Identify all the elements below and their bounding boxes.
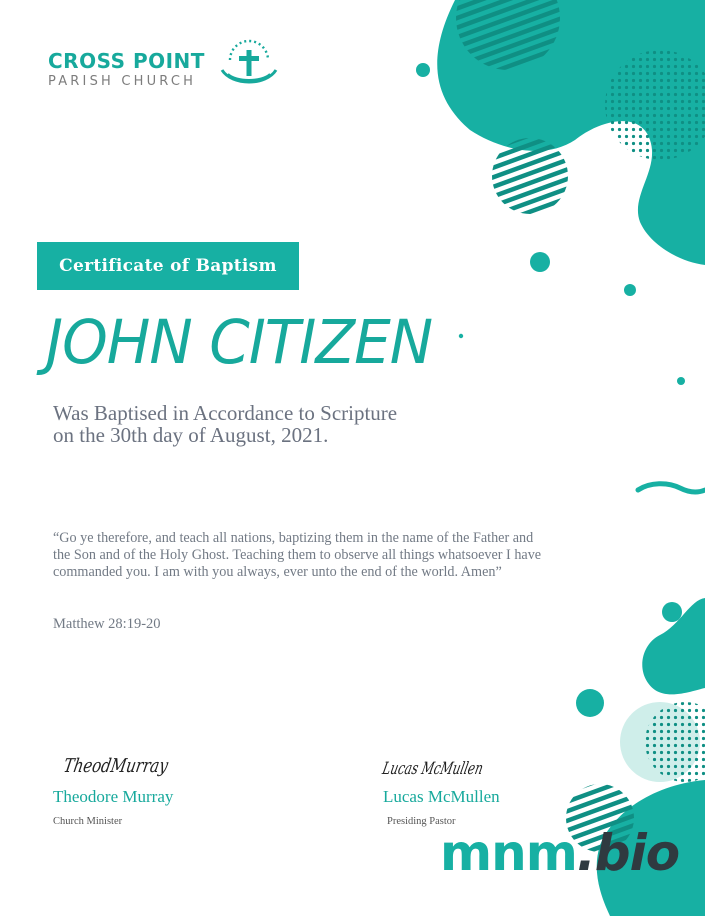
- scripture-reference: Matthew 28:19-20: [53, 616, 161, 632]
- recipient-name: JOHN CITIZEN: [46, 306, 433, 378]
- pastor-name: Lucas McMullen: [383, 787, 500, 806]
- minister-title: Church Minister: [53, 816, 123, 827]
- scripture-quote: “Go ye therefore, and teach all nations, baptizing them in the name of the Father and the Son and of the Holy Ghost. Teaching them to observe all things whatsoever I have commanded you. I am with you always, ever unto the end of the world. Amen”: [53, 530, 542, 580]
- signature-theodore: [61, 742, 198, 786]
- watermark: [440, 823, 679, 883]
- certificate-title-banner: Certificate of Baptism: [37, 242, 299, 290]
- cross-boat-icon: [218, 42, 280, 92]
- pastor-title: Presiding Pastor: [387, 816, 456, 827]
- watermark-part-2: .bio: [576, 824, 680, 882]
- statement-line-1: Was Baptised in Accordance to Scripture: [53, 401, 398, 425]
- church-subtitle: PARISH CHURCH: [48, 74, 197, 89]
- signature-lucas: [380, 744, 528, 788]
- statement-line-2: on the 30th day of August, 2021.: [53, 423, 329, 447]
- svg-text:Lucas McMullen: Lucas McMullen: [380, 759, 528, 779]
- watermark-part-1: mnm: [440, 824, 577, 882]
- church-logo: [48, 50, 205, 92]
- signature-block-minister: [53, 787, 173, 829]
- svg-text:TheodMurray: TheodMurray: [61, 754, 198, 777]
- church-name: CROSS POINT: [48, 49, 205, 73]
- minister-name: Theodore Murray: [53, 787, 174, 806]
- baptism-statement: [53, 402, 397, 446]
